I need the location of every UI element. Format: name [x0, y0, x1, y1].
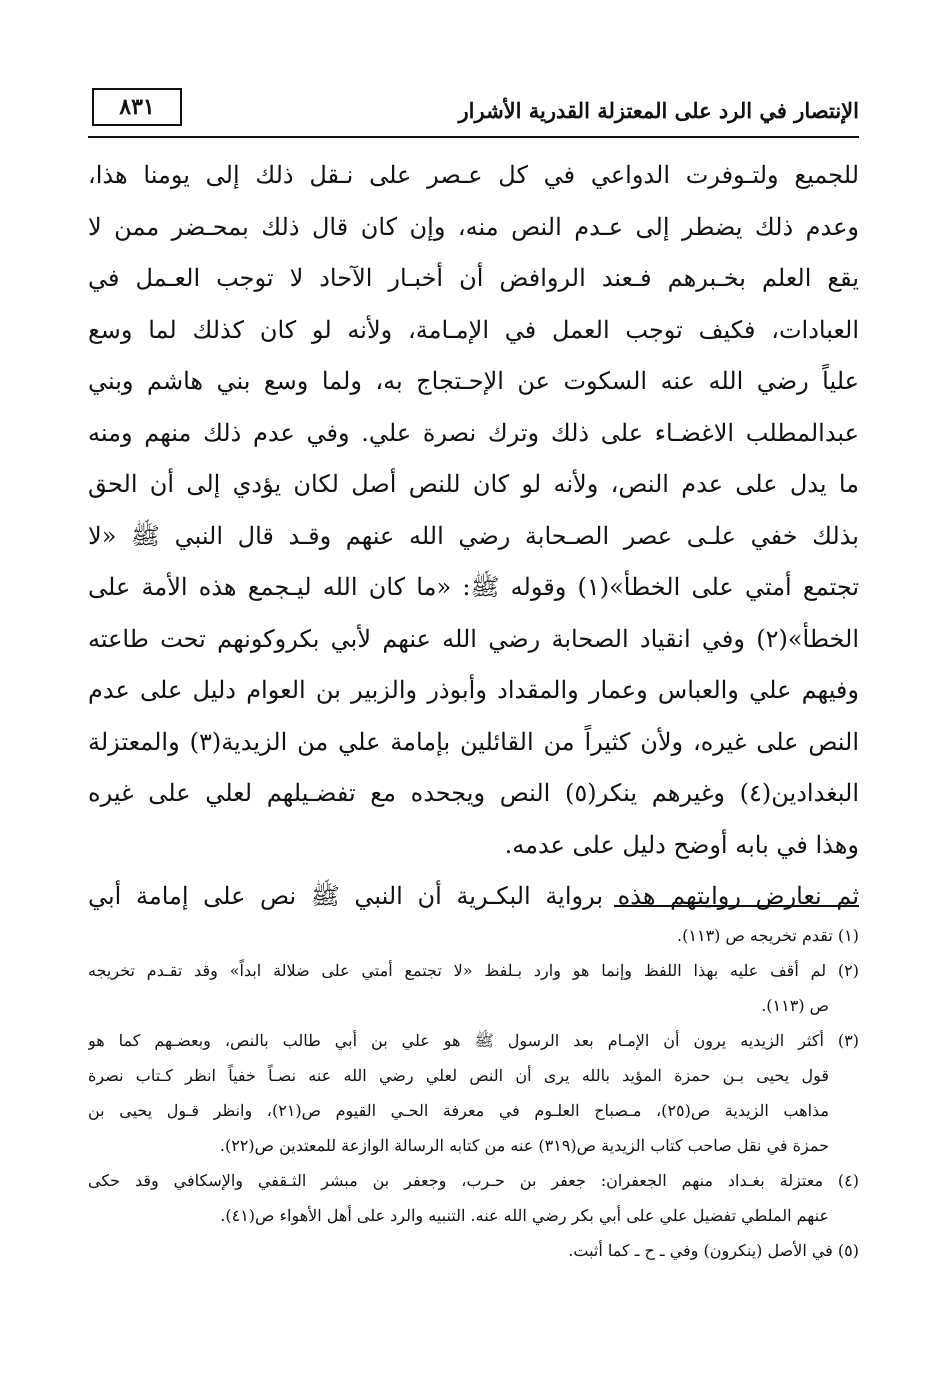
- page-number: ٨٣١: [92, 88, 182, 126]
- running-title: الإنتصار في الرد على المعتزلة القدرية الأشرار: [458, 98, 859, 123]
- footnote-line: (٢) لم أقف عليه بهذا اللفظ وإنما هو وارد بـلفظ «لا تجتمع أمتي على ضلالة ابداً» وقد تقـدم تخريجه: [88, 961, 859, 980]
- body-line: وعدم ذلك يضطر إلى عـدم النص منه، وإن كان قال ذلك بمحـضر ممن لا: [88, 212, 859, 241]
- body-line: يقع العلم بخـبرهم فـعند الروافض أن أخبـار الآحاد لا توجب العـمل في: [88, 264, 859, 292]
- footnote-line: (١) تقدم تخريجه ص (١١٣).: [677, 926, 859, 945]
- footnote-line: مذاهب الزيدية ص(٢٥)، مـصباح العلـوم في معرفة الحـي القيوم ص(٢١)، وانظر قـول يحيى بن: [88, 1101, 829, 1120]
- footnote-line: (٣) أكثر الزيديه يرون أن الإمـام بعد الرسول ﷺ هو علي بن أبي طالب بالنص، وبعضـهم كما هو: [88, 1031, 859, 1050]
- body-line: وفيهم علي والعباس وعمار والمقداد وأبوذر والزبير بن العوام دليل على عدم: [88, 676, 859, 704]
- body-line: تجتمع أمتي على الخطأ»(١) وقوله ﷺ: «ما كان الله ليـجمع هذه الأمة على: [88, 573, 859, 601]
- footnotes: [88, 918, 859, 1268]
- footnote-line: (٥) في الأصل (ينكرون) وفي ـ ح ـ كما أثبت.: [568, 1241, 859, 1260]
- body-line: ما يدل على عدم النص، ولأنه لو كان للنص أصل لكان يؤدي إلى أن الحق: [88, 470, 859, 498]
- body-line: ثم نعارض روايتهم هذه برواية البكـرية أن النبي ﷺ نص على إمامة أبي: [88, 882, 859, 910]
- footnote-line: ص (١١٣).: [761, 996, 829, 1015]
- body-line: عبدالمطلب الاغضـاء على ذلك وترك نصرة علي. وفي عدم ذلك منهم ومنه: [88, 418, 859, 447]
- footnote-line: حمزة في نقل صاحب كتاب الزيدية ص(٣١٩) عنه من كتابه الرسالة الوازعة للمعتدين ص(٢٢).: [219, 1136, 829, 1155]
- body-line: للجميع ولتـوفرت الدواعي في كل عـصر على نـقل ذلك إلى يومنا هذا،: [88, 161, 859, 189]
- header-rule: [88, 136, 859, 138]
- body-line: الخطأ»(٢) وفي انقياد الصحابة رضي الله عنهم لأبي بكروكونهم تحت طاعته: [88, 624, 859, 653]
- body-line: بذلك خفي علـى عصر الصـحابة رضي الله عنهم وقـد قال النبي ﷺ «لا: [88, 521, 859, 550]
- footnote-line: قول يحيى بـن حمزة المؤيد بالله يرى أن النص لعلي رضي الله عنه نصـاً خفياً انظر كـتاب نصرة: [88, 1066, 829, 1085]
- body-text: [88, 150, 859, 923]
- footnote-line: (٤) معتزلة بغـداد منهم الجعفران: جعفر بن حـرب، وجعفر بن مبشر الثـقفي والإسكافي وقد حكى: [88, 1171, 859, 1190]
- body-line: العبادات، فكيف توجب العمل في الإمـامة، ولأنه لو كان كذلك لما وسع: [88, 315, 859, 344]
- page-header: [88, 86, 859, 134]
- body-line: البغدادين(٤) وغيرهم ينكر(٥) النص ويجحده مع تفضـيلهم لعلي على غيره: [88, 779, 859, 807]
- body-line: وهذا في بابه أوضح دليل على عدمه.: [504, 830, 859, 859]
- footnote-rule: [614, 905, 859, 907]
- body-line: علياً رضي الله عنه السكوت عن الإحـتجاج به، ولما وسع بني هاشم وبني: [88, 367, 859, 395]
- footnote-line: عنهم الملطي تفضيل علي على أبي بكر رضي الله عنه. التنبيه والرد على أهل الأهواء ص(٤١).: [220, 1206, 829, 1225]
- body-line: النص على غيره، ولأن كثيراً من القائلين بإمامة علي من الزيدية(٣) والمعتزلة: [88, 727, 859, 756]
